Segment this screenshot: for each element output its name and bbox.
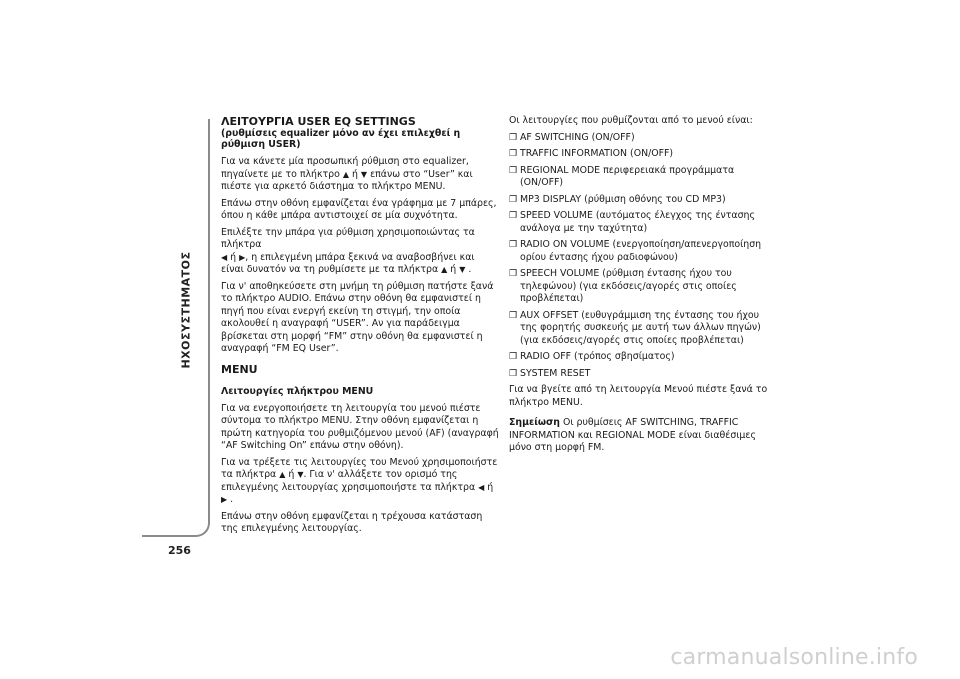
list-item: ❒ REGIONAL MODE περιφερειακά προγράμματα (ON/OFF) — [509, 164, 735, 188]
list-item: ❒ TRAFFIC INFORMATION (ON/OFF) — [509, 148, 674, 159]
list-item: ❒ MP3 DISPLAY (ρύθμιση οθόνης του CD MP3) — [509, 193, 726, 205]
checkbox-icon: ❒ — [509, 269, 518, 279]
list-item: ❒ AF SWITCHING (ON/OFF) — [509, 131, 635, 143]
page-number: 256 — [168, 544, 191, 557]
arrow-left-icon: ◀ — [478, 482, 485, 492]
arrow-down-icon: ▼ — [360, 169, 368, 179]
checkbox-icon: ❒ — [509, 240, 518, 250]
checkbox-icon: ❒ — [509, 149, 518, 159]
paragraph: Επάνω στην οθόνη εμφανίζεται ένα γράφημα με 7 μπάρες, όπου η κάθε μπάρα αντιστοιχεί σε μία συχνότητα. — [221, 197, 497, 221]
paragraph: Επιλέξτε την μπάρα για ρύθμιση χρησιμοποιώντας τα πλήκτρα ◀ ή ▶, η επιλεγμένη μπάρα ξεκινά να αναβοσβήνει και είναι δυνατόν να τη ρυθμίσετε με τα πλήκτρα ▲ ή ▼ . — [221, 226, 475, 275]
arrow-up-icon: ▲ — [279, 470, 286, 479]
checkbox-icon: ❒ — [509, 194, 518, 205]
section-title: ΛΕΙΤΟΥΡΓΙΑ USER EQ SETTINGS — [221, 115, 416, 128]
section-subtitle: (ρυθμίσεις equalizer μόνο αν έχει επιλεχθεί η ρύθμιση USER) — [221, 128, 461, 150]
paragraph: Για ν' αποθηκεύσετε στη μνήμη τη ρύθμιση πατήστε ξανά το πλήκτρο AUDIO. Επάνω στην οθόνη θα εμφανιστεί η πηγή που είναι ενεργή εκείνη τη στιγμή, την οποία ακολουθεί η αναγραφή “USER”. Αν για παράδειγμα βρίσκεται στη μορφή “FM” στην οθόνη θα εμφανιστεί η αναγραφή “FM EQ User”. — [221, 280, 494, 354]
checkbox-icon: ❒ — [509, 211, 518, 221]
left-column — [221, 115, 499, 540]
paragraph: Για να ενεργοποιήσετε τη λειτουργία του μενού πιέστε σύντομα το πλήκτρο MENU. Στην οθόνη εμφανίζεται η πρώτη κατηγορία του ρυθμιζόμενου μενού (AF) (αναγραφή “AF Switching On” επάνω στην οθόνη). — [221, 402, 499, 451]
arrow-up-icon: ▲ — [441, 265, 448, 274]
checkbox-icon: ❒ — [509, 165, 518, 176]
side-tab — [176, 250, 196, 370]
checkbox-icon: ❒ — [509, 132, 518, 143]
checkbox-icon: ❒ — [509, 352, 518, 362]
arrow-up-icon: ▲ — [342, 169, 349, 179]
arrow-right-icon: ▶ — [239, 252, 246, 262]
intro-text: Οι λειτουργίες που ρυθμίζονται από το μενού είναι: — [509, 115, 753, 126]
arrow-down-icon: ▼ — [459, 265, 466, 274]
checkbox-icon: ❒ — [509, 368, 518, 379]
list-item: ❒ SPEED VOLUME (αυτόματος έλεγχος της έντασης ανάλογα με την ταχύτητα) — [509, 210, 755, 234]
menu-subtitle: Λειτουργίες πλήκτρου MENU — [221, 386, 374, 397]
arrow-down-icon: ▼ — [297, 470, 304, 479]
arrow-left-icon: ◀ — [221, 252, 228, 262]
watermark: carmanualsonline.info — [670, 645, 918, 670]
paragraph: Για να τρέξετε τις λειτουργίες του Μενού χρησιμοποιήστε τα πλήκτρα ▲ ή ▼. Για ν' αλλάξετε τον ορισμό της επιλεγμένης λειτουργίας χρησιμοποιήστε τα πλήκτρα ◀ ή ▶ . — [221, 456, 498, 505]
list-item: ❒ RADIO ON VOLUME (ενεργοποίηση/απενεργοποίηση ορίου έντασης ήχου ραδιοφώνου) — [509, 239, 762, 263]
list-item: ❒ AUX OFFSET (ευθυγράμμιση της έντασης του ήχου της φορητής συσκευής με αυτή των άλλων πηγών) (για εκδόσεις/αγορές στις οποίες προβλέπεται) — [509, 309, 761, 346]
note-label: Σημείωση — [509, 417, 560, 428]
right-column — [509, 115, 775, 459]
paragraph: Επάνω στην οθόνη εμφανίζεται η τρέχουσα κατάσταση της επιλεγμένης λειτουργίας. — [221, 510, 483, 534]
exit-text: Για να βγείτε από τη λειτουργία Μενού πιέστε ξανά το πλήκτρο MENU. — [509, 384, 768, 408]
arrow-right-icon: ▶ — [221, 495, 228, 504]
paragraph: Για να κάνετε μία προσωπική ρύθμιση στο equalizer, πηγαίνετε με το πλήκτρο ▲ ή ▼ επάνω στο “User” και πιέστε για αρκετό διάστημα το πλήκτρο MENU. — [221, 156, 473, 192]
list-item: ❒ SYSTEM RESET — [509, 367, 591, 379]
list-item: ❒ RADIO OFF (τρόπος σβησίματος) — [509, 351, 675, 362]
options-list — [509, 132, 775, 381]
side-tab-label: ΗΧΟΣΥΣΤΗΜΑΤΟΣ — [179, 251, 193, 369]
note-text: Οι ρυθμίσεις AF SWITCHING, TRAFFIC INFORMATION και REGIONAL MODE είναι διαθέσιμες μόνο στη μορφή FM. — [509, 417, 756, 453]
checkbox-icon: ❒ — [509, 310, 518, 321]
list-item: ❒ SPEECH VOLUME (ρύθμιση έντασης ήχου του τηλεφώνου) (για εκδόσεις/αγορές στις οποίες προβλέπεται) — [509, 268, 737, 304]
note — [509, 417, 775, 455]
menu-title: MENU — [221, 362, 258, 376]
